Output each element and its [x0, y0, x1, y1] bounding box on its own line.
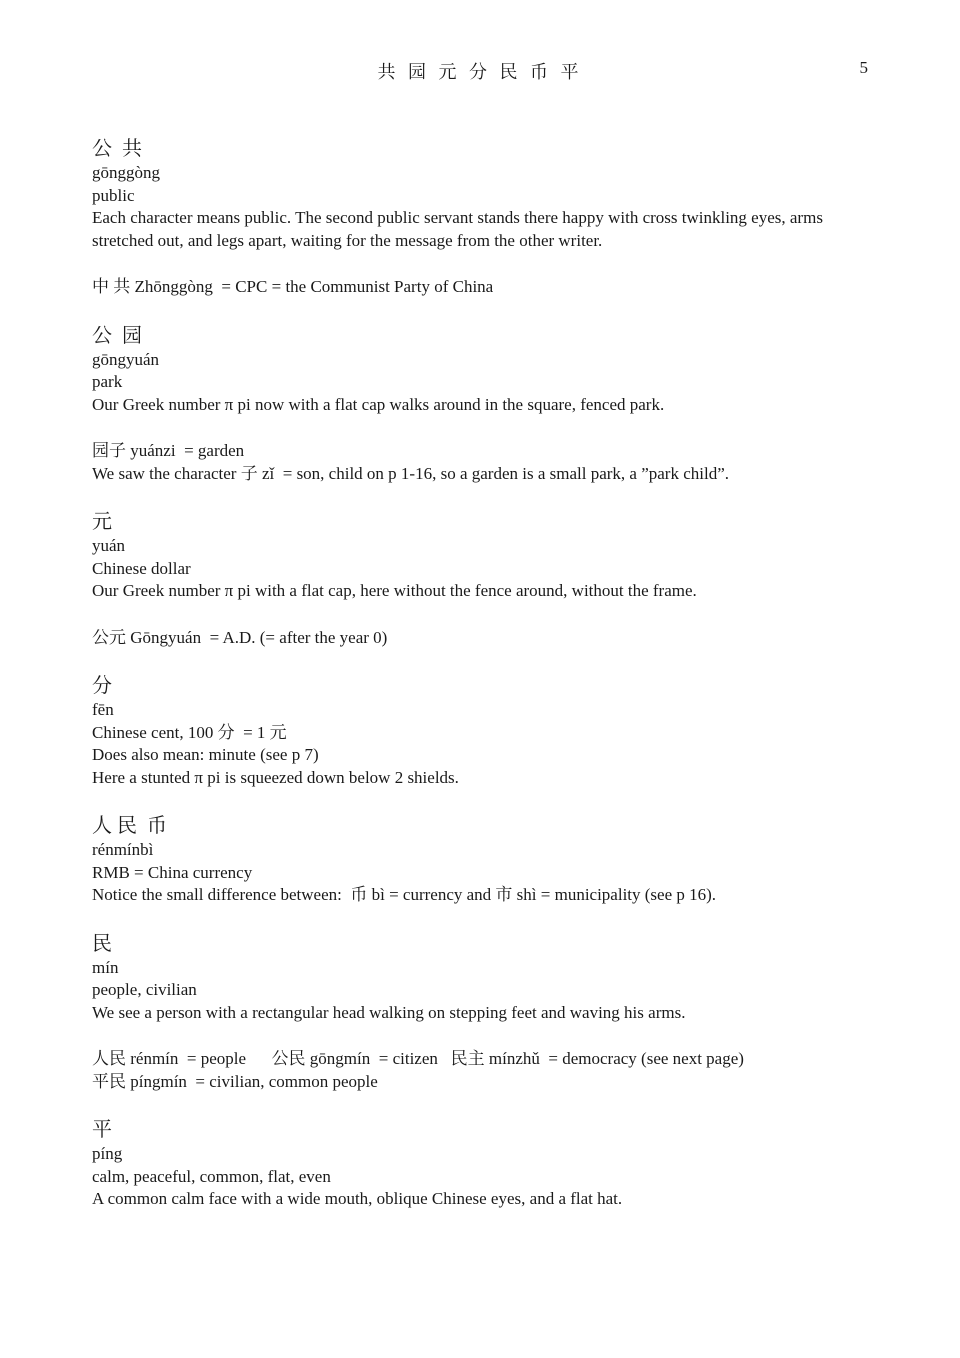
meaning-line: people, civilian [92, 980, 197, 999]
compound-zhonggong [92, 276, 848, 299]
meaning-line: park [92, 372, 123, 391]
entry-yuan [92, 509, 848, 603]
entry-gonggong [92, 136, 848, 252]
char-line: 人 民 币 [92, 815, 167, 837]
char-line: 公 园 [92, 324, 142, 347]
mnemonic-line: A common calm face with a wide mouth, oblique Chinese eyes, and a flat hat. [92, 1189, 623, 1208]
meaning-line: RMB = China currency [92, 862, 253, 882]
compound-line: 中 共 Zhōnggòng = CPC = the Communist Party of China [92, 277, 494, 296]
char-line: 公 共 [92, 138, 142, 160]
mnemonic-line: Each character means public. The second public servant stands there happy with cross twinkling eyes, arms stretched out, and legs apart, waiting for the message from the other writer. [92, 208, 828, 250]
char-line: 民 [92, 932, 112, 955]
mnemonic-line: Our Greek number π pi now with a flat cap walks around in the square, fenced park. [92, 394, 665, 414]
compound-line: 公元 Gōngyuán = A.D. (= after the year 0) [92, 627, 388, 647]
compound-note-line: We saw the character 子 zǐ = son, child on p 1-16, so a garden is a small park, a ”park child”. [92, 463, 730, 483]
compound-gongyuan-ad [92, 627, 848, 650]
page-number: 5 [859, 58, 868, 77]
char-line: 平 [92, 1119, 112, 1141]
pinyin-line: fēn [92, 700, 114, 719]
meaning-line: Chinese cent, 100 分 = 1 元 [92, 722, 287, 742]
entry-min [92, 931, 848, 1025]
meaning-line: public [92, 185, 135, 205]
pinyin-line: yuán [92, 536, 126, 555]
compound-line: 平民 píngmín = civilian, common people [92, 1071, 378, 1091]
char-line: 分 [92, 675, 112, 697]
compound-renmin-group [92, 1048, 848, 1093]
entry-gongyuan [92, 323, 848, 417]
pinyin-line: rénmínbì [92, 840, 154, 859]
meaning-line: Chinese dollar [92, 558, 191, 578]
mnemonic-line: Our Greek number π pi with a flat cap, here without the fence around, without the frame. [92, 581, 697, 600]
mnemonic-line: Here a stunted π pi is squeezed down below 2 shields. [92, 767, 459, 787]
note-line: Does also mean: minute (see p 7) [92, 745, 319, 764]
entry-fen [92, 673, 848, 789]
char-line: 元 [92, 511, 112, 533]
mnemonic-line: We see a person with a rectangular head walking on stepping feet and waving his arms. [92, 1002, 686, 1022]
entry-renminbi [92, 813, 848, 907]
compound-line: 人民 rénmín = people 公民 gōngmín = citizen 民主 mínzhǔ = democracy (see next page) [92, 1049, 744, 1068]
meaning-line: calm, peaceful, common, flat, even [92, 1166, 331, 1186]
page-content [92, 136, 848, 1235]
pinyin-line: gōnggòng [92, 163, 160, 182]
compound-yuanzi [92, 440, 848, 485]
entry-ping [92, 1117, 848, 1211]
pinyin-line: gōngyuán [92, 349, 160, 369]
compound-line: 园子 yuánzi = garden [92, 441, 245, 460]
note-line: Notice the small difference between: 币 bì = currency and 市 shì = municipality (see p 16). [92, 885, 717, 904]
pinyin-line: píng [92, 1144, 123, 1163]
page-header [0, 58, 960, 84]
running-head-title: 共 园 元 分 民 币 平 [377, 62, 583, 82]
pinyin-line: mín [92, 957, 119, 977]
